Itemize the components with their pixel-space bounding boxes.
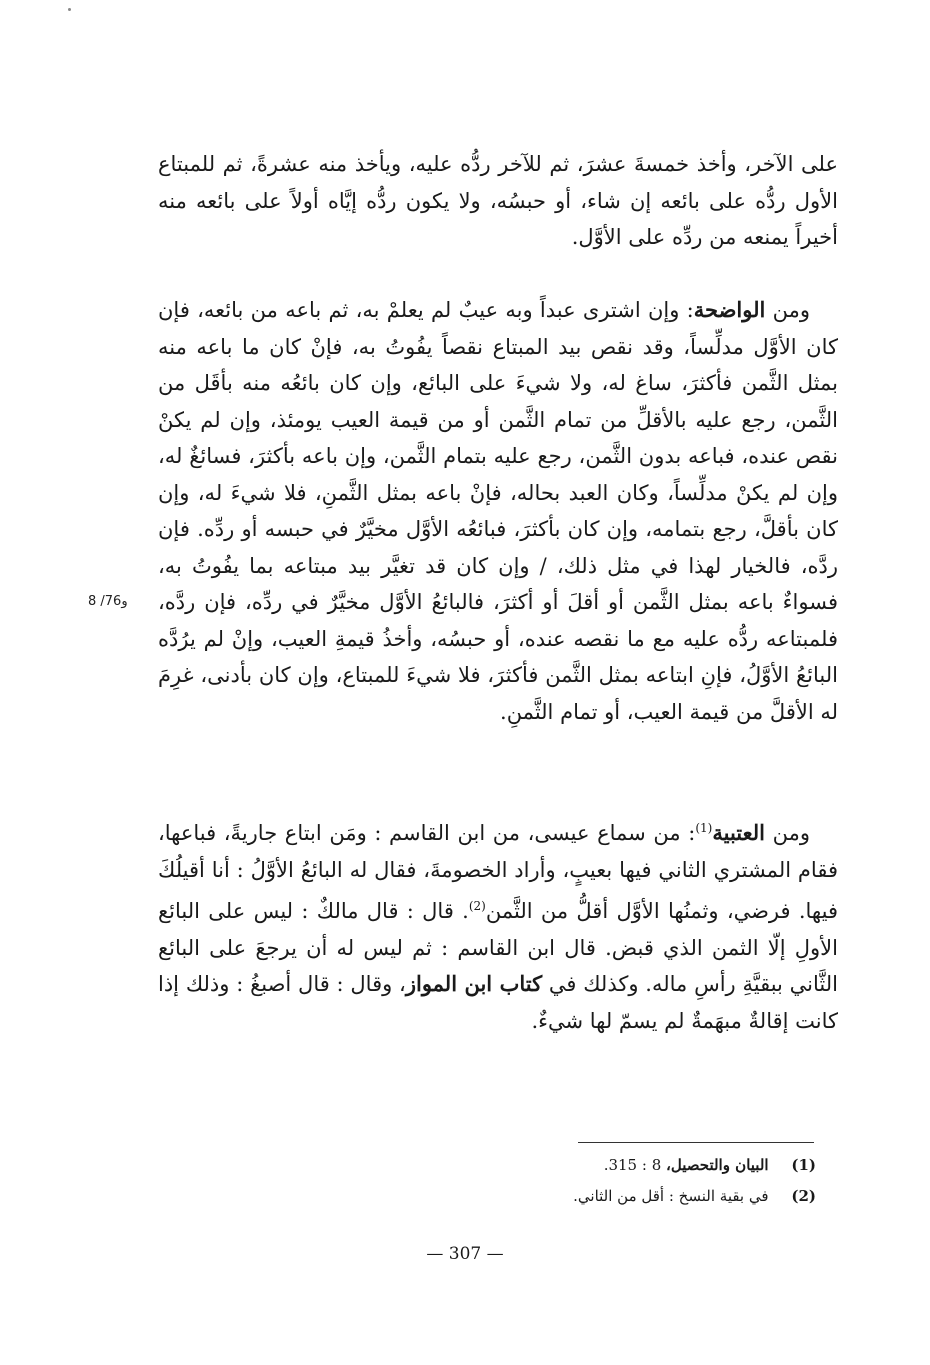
page-number: — 307 — <box>426 1244 504 1264</box>
footnote-separator <box>578 1142 814 1143</box>
footnotes <box>480 1150 816 1212</box>
scan-dot <box>68 8 71 11</box>
paragraph-2-lead: ومن <box>772 298 810 322</box>
paragraph-3-part2: . قال : قال مالكٌ : ليس على البائع الأولِ إلّا الثمن الذي قبض. قال ابن القاسم : ثم ليس له أن يرجعَ على البائع الثَّاني ببقيَّةِ رأسِ ماله. وكذلك في <box>158 899 838 996</box>
book-title: كتاب ابن المواز <box>405 971 543 996</box>
paragraph-3-part1: : من سماع عيسى، من ابن القاسم : ومَن ابتاع جاريةً، فباعها، فقام المشتري الثاني فيها بعيبٍ، وأراد الخصومةَ، فقال له البائعُ الأوَّلُ : أنا أقيلُكَ فيها. فرضي، وثمنُها الأوَّل أقلُّ من الثَّمن <box>158 821 838 923</box>
source-name-utbiyya: العتبية <box>712 820 765 845</box>
paragraph-2-body: : وإن اشترى عبداً وبه عيبٌ لم يعلمْ به، ثم باعه من بائعه، فإن كان الأوَّل مدلِّساً، وقد نقص بيد المبتاع نقصاً يفُوتُ به، فإنْ كان ما باعه منه بمثل الثَّمن فأكثرَ، ساغ له، ولا شيءَ على البائع، وإن كان بائعُه منه بأقَل من الثَّمن، رجع عليه بالأقلِّ من تمام الثَّمن أو من قيمة العيب يومئذ، وإن لم يكنْ نقص عنده، فباعه بدون الثَّمن، رجع عليه بتمام الثَّمن، وإن باعه بأكثرَ، فسائغٌ له، وإن لم يكنْ مدلِّساً، وكان العبد بحاله، فإنْ باعه بمثل الثَّمنِ، فلا شيءَ له، وإن كان بأقلَّ، رجع بتمامه، وإن كان بأكثرَ، فبائعُه الأوَّل مخيَّرٌ في حبسه أو ردِّه. فإن ردَّه، فالخيار لهذا في مثل ذلك، / وإن كان قد تغيَّر بيد مبتاعه بما يفُوتُ به، فسواءٌ باعه بمثل الثَّمن أو أقلَ أو أكثرَ، فالبائعُ الأوَّل مخيَّرٌ في ردِّه، فإن ردَّه، فلمبتاعه ردُّه عليه مع ما نقصه عنده، أو حبسُه، وأخذُ قيمةِ العيب، وإنْ لم يرُدَّه البائعُ الأوَّلُ، فإنِ ابتاعه بمثل الثَّمن فأكثرَ، فلا شيءَ للمبتاع، وإن كان بأدنى، غرِمَ له الأقلَّ من قيمة العيب، أو تمام الثَّمنِ. <box>158 298 838 724</box>
paragraph-1 <box>158 146 838 256</box>
footnote-2-number: (2) <box>791 1187 816 1205</box>
paragraph-3-text <box>158 810 838 1039</box>
footnote-2-text: في بقية النسخ : أقل من الثاني. <box>573 1187 769 1205</box>
footnote-1-number: (1) <box>791 1156 816 1174</box>
paragraph-3-lead: ومن <box>772 821 810 845</box>
margin-folio-note: 8 /76و <box>88 594 128 609</box>
source-name-wadiha: الواضحة <box>693 297 766 322</box>
paragraph-2 <box>158 292 838 730</box>
footnote-1-ref: 8 : 315. <box>603 1156 662 1174</box>
footnote-ref-2: (2) <box>468 899 486 913</box>
paragraph-3 <box>158 810 838 1039</box>
paragraph-3-part3: ، وقال : قال أصبغُ : وذلك إذا كانت إقالةٌ مبهَمةٌ لم يسمّ لها شيءٌ. <box>158 972 838 1033</box>
paragraph-2-text <box>158 292 838 730</box>
footnote-2 <box>480 1181 816 1212</box>
footnote-1 <box>480 1150 816 1181</box>
paragraph-1-text: على الآخر، وأخذ خمسةَ عشرَ، ثم للآخر ردُّه عليه، ويأخذ منه عشرةً، ثم للمبتاع الأول ردُّه على بائعه إن شاء، أو حبسُه، ولا يكون ردُّه إيَّاه أولاً على بائعه منه أخيراً يمنعه من ردِّه على الأوَّل. <box>158 152 838 249</box>
footnote-ref-1: (1) <box>695 821 713 835</box>
footnote-1-source: البيان والتحصيل، <box>666 1156 769 1174</box>
